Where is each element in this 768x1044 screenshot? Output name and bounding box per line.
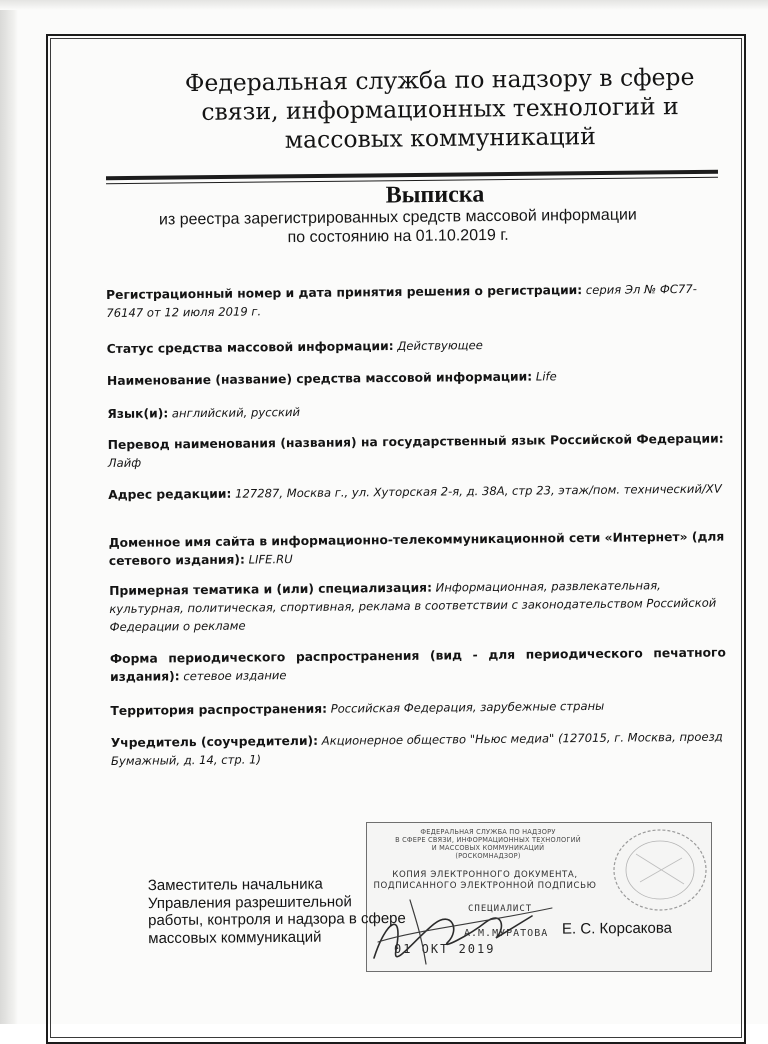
field-value: Российская Федерация, зарубежные страны <box>326 698 605 716</box>
subtitle-line-1: из реестра зарегистрированных средств массовой информации <box>158 206 637 229</box>
field-label: Статус средства массовой информации: <box>106 338 394 356</box>
field-label: Форма периодического распространения (вид - для периодического печатного издания): <box>109 645 726 684</box>
field-value: 127287, Москва г., ул. Хуторская 2-я, д. 38А, стр 23, этаж/пом. технический/XV <box>231 481 722 501</box>
stamp-organization <box>372 828 604 860</box>
stamp-specialist: СПЕЦИАЛИСТ <box>468 904 533 914</box>
field-founder <box>111 728 727 770</box>
signatory-position <box>148 875 409 947</box>
field-label: Учредитель (соучредители): <box>110 733 319 750</box>
position-line-3: работы, контроля и надзора в сфере <box>148 909 406 930</box>
document-subtitle <box>118 205 678 249</box>
field-label: Доменное имя сайта в информационно-телекоммуникационной сети «Интернет» (для сетевого издания): <box>108 529 725 568</box>
round-seal-mark <box>596 824 712 920</box>
signatory-name: Е. С. Корсакова <box>561 919 673 938</box>
field-topics <box>109 576 726 636</box>
field-value: Life <box>532 369 557 384</box>
field-label: Примерная тематика и (или) специализация: <box>109 580 433 598</box>
subtitle-line-2: по состоянию на 01.10.2019 г. <box>287 226 509 247</box>
scan-edge-top <box>0 0 768 10</box>
stamp-org-line-3: И МАССОВЫХ КОММУНИКАЦИЙ <box>431 844 545 852</box>
field-name-translation <box>108 430 724 472</box>
stamp-person: А.М.МУРАТОВА <box>464 928 549 939</box>
field-value: Лайф <box>107 455 142 470</box>
agency-line-3: массовых коммуникаций <box>284 122 597 154</box>
field-value: Акционерное общество "Ньюс медиа" (127015, г. Москва, проезд Бумажный, д. 14, стр. 1) <box>110 729 723 768</box>
field-label: Регистрационный номер и дата принятия решения о регистрации: <box>106 283 583 302</box>
stamp-org-line-2: В СФЕРЕ СВЯЗИ, ИНФОРМАЦИОННЫХ ТЕХНОЛОГИЙ <box>395 836 581 844</box>
stamp-date: 01 ОКТ 2019 <box>394 942 496 956</box>
scan-edge-left <box>0 0 18 1024</box>
document-title: Выписка <box>385 181 485 209</box>
field-label: Территория распространения: <box>110 701 328 718</box>
field-value: Действующее <box>393 338 483 353</box>
field-value: английский, русский <box>168 404 301 421</box>
stamp-copy-line-2: ПОДПИСАННОГО ЭЛЕКТРОННОЙ ПОДПИСЬЮ <box>373 880 597 891</box>
field-distribution-form <box>110 644 726 686</box>
field-label: Язык(и): <box>107 406 169 421</box>
field-registration-number <box>106 280 722 322</box>
stamp-copy-line-1: КОПИЯ ЭЛЕКТРОННОГО ДОКУМЕНТА, <box>392 870 578 880</box>
field-value: LIFE.RU <box>244 552 293 567</box>
agency-name <box>159 63 720 157</box>
field-label: Адрес редакции: <box>108 486 232 502</box>
agency-line-2: связи, информационных технологий и <box>201 92 679 126</box>
field-value: сетевое издание <box>179 668 287 684</box>
stamp-org-line-1: ФЕДЕРАЛЬНАЯ СЛУЖБА ПО НАДЗОРУ <box>420 828 556 836</box>
position-line-1: Заместитель начальника <box>147 875 323 895</box>
position-line-2: Управления разрешительной <box>147 892 352 912</box>
stamp-org-line-4: (РОСКОМНАДЗОР) <box>455 852 521 860</box>
agency-line-1: Федеральная служба по надзору в сфере <box>184 62 695 98</box>
position-line-4: массовых коммуникаций <box>148 928 322 947</box>
field-label: Наименование (название) средства массовой информации: <box>106 369 533 388</box>
field-value: серия Эл № ФС77-76147 от 12 июля 2019 г. <box>106 281 697 320</box>
field-domain-name <box>109 528 725 570</box>
field-value: Информационная, развлекательная, культурная, политическая, спортивная, реклама в соответствии с законодательством Российской Федерации о рекламе <box>109 578 717 634</box>
field-label: Перевод наименования (названия) на государственный язык Российской Федерации: <box>107 431 724 452</box>
